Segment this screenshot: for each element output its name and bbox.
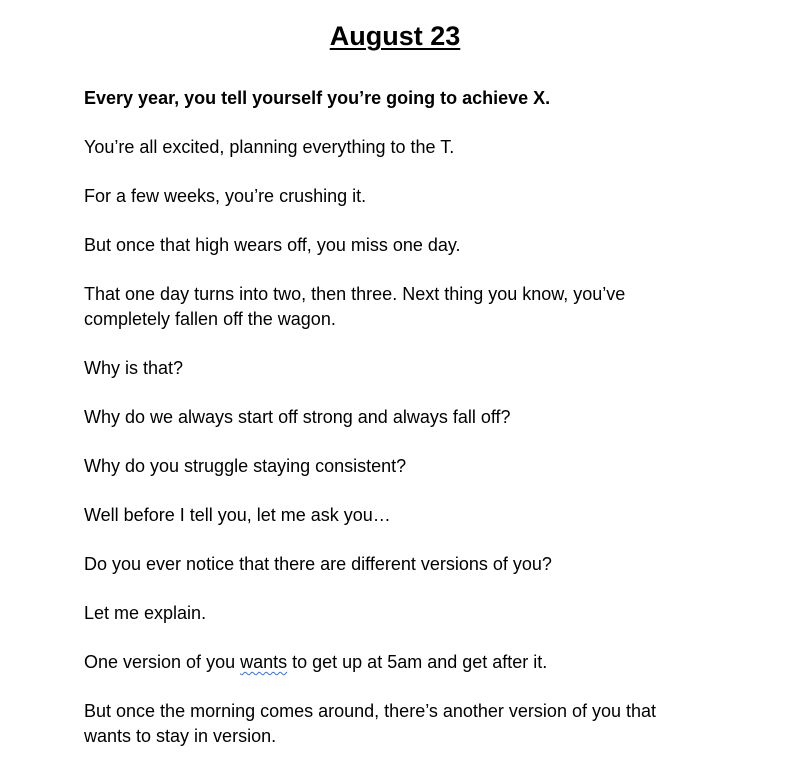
paragraph: Why do we always start off strong and always fall off? bbox=[84, 407, 511, 427]
paragraph: For a few weeks, you’re crushing it. bbox=[84, 186, 367, 206]
paragraph: But once that high wears off, you miss one day. bbox=[84, 235, 461, 255]
spellcheck-flagged-word[interactable]: wants bbox=[240, 652, 288, 672]
paragraph: Well before I tell you, let me ask you… bbox=[84, 505, 391, 525]
paragraph: You’re all excited, planning everything to the T. bbox=[84, 137, 455, 157]
document-title: August 23 bbox=[329, 21, 461, 51]
paragraph-with-spellcheck bbox=[84, 650, 704, 675]
paragraph-text: to get up at 5am and get after it. bbox=[287, 652, 548, 672]
paragraph: Why do you struggle staying consistent? bbox=[84, 456, 407, 476]
paragraph-lead: Every year, you tell yourself you’re going to achieve X. bbox=[84, 88, 551, 108]
paragraph: But once the morning comes around, there’s another version of you that wants to stay in version. bbox=[84, 701, 657, 746]
paragraph: Let me explain. bbox=[84, 603, 207, 623]
paragraph: Why is that? bbox=[84, 358, 184, 378]
document-body bbox=[84, 86, 704, 773]
paragraph: Do you ever notice that there are different versions of you? bbox=[84, 554, 552, 574]
paragraph: That one day turns into two, then three. Next thing you know, you’ve completely fallen off the wagon. bbox=[84, 284, 626, 329]
paragraph-text: One version of you bbox=[84, 652, 241, 672]
